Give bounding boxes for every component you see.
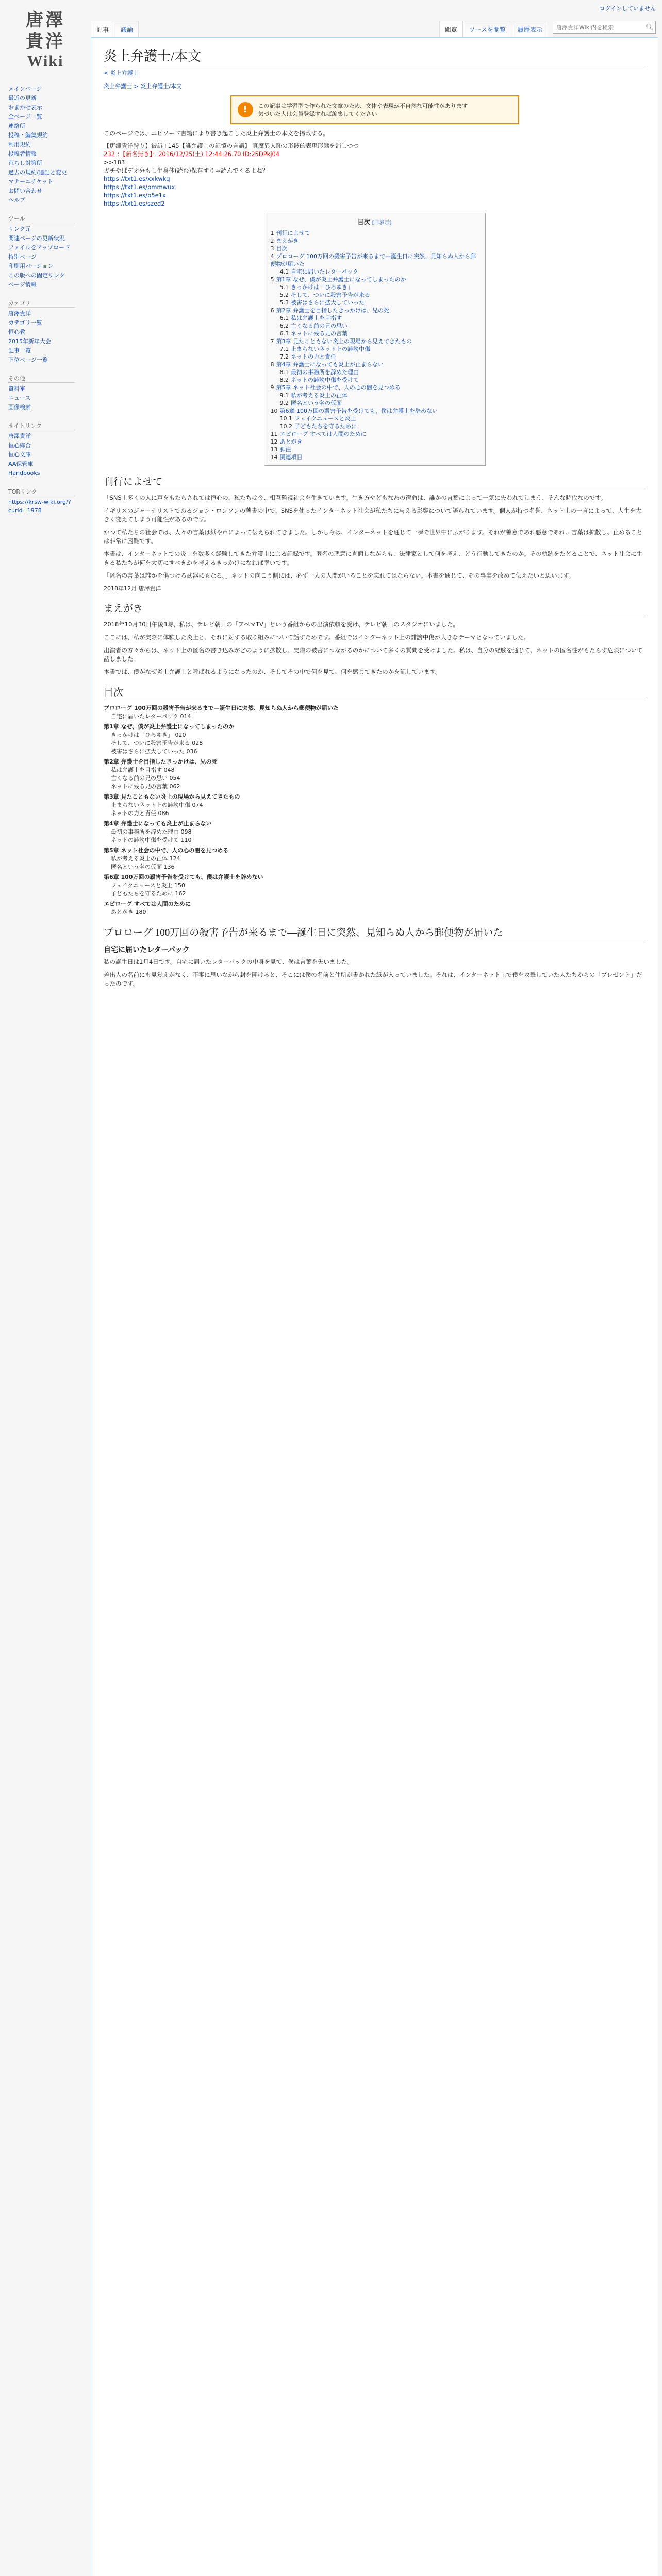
quote-url-link[interactable]: https://txt1.es/szed2	[104, 200, 165, 207]
tools-portal	[0, 207, 91, 292]
sidebar-other-link[interactable]: 資料室	[8, 385, 25, 392]
toc-number: 4	[270, 253, 274, 260]
toc-link[interactable]: 自宅に届いたレターパック	[291, 268, 359, 275]
links-heading: TORリンク	[8, 487, 75, 496]
toc-number: 6.1	[279, 315, 289, 321]
toc-number: 1	[270, 230, 274, 236]
toc-entry	[271, 384, 479, 392]
quote-url-link[interactable]: https://txt1.es/xxkwkq	[104, 175, 170, 182]
sidebar-nav-item	[8, 84, 91, 94]
quote-url-link[interactable]: https://txt1.es/pmmwux	[104, 183, 175, 191]
category-portal	[0, 292, 91, 367]
notice-line2: 気づいた人は会員登録すれば編集してください	[258, 111, 377, 117]
toc-number: 7.1	[279, 346, 289, 352]
toc-link[interactable]: 止まらないネット上の誹謗中傷	[291, 346, 370, 352]
toc-number: 10	[270, 408, 278, 414]
toc-entry	[271, 322, 479, 330]
sidebar-category-item	[8, 346, 91, 355]
toc-entry	[271, 376, 479, 384]
toc-number: 3	[270, 245, 274, 252]
toc-entry	[271, 307, 479, 314]
toc-link[interactable]: 最初の事務所を辞めた理由	[291, 369, 359, 376]
toc-entry	[271, 291, 479, 299]
sidebar-site-item	[8, 460, 91, 469]
view-tabs	[439, 21, 549, 37]
mokuji-chapter: 第6章 100万回の殺害予告を受けても、僕は弁護士を辞めない	[104, 874, 263, 880]
quote-line: 【唐澤貴洋狩り】被訴+145【誰弁護士の記憶の言語】 真魔異人恥の形骸的表現形態を消しつつ	[104, 142, 359, 149]
sidebar-site-link[interactable]: AA保管庫	[8, 461, 34, 467]
toc-link[interactable]: ネットの力と責任	[291, 353, 336, 360]
toc-link[interactable]: エピローグ すべては人間のために	[279, 431, 367, 437]
quote-url-link[interactable]: https://txt1.es/b5e1x	[104, 192, 166, 199]
parent-page-link[interactable]: < 炎上弁護士	[104, 70, 139, 76]
paragraph: かつて私たちの社会では、人々の言葉は紙や声によって伝えられてきました。しかし今は、インターネットを通じて一瞬で世界中に広がります。それが善意であれ悪意であれ、言葉は拡散し、止めることは非常に困難です。	[104, 529, 643, 545]
sidebar-nav-link[interactable]: 利用規約	[8, 141, 31, 148]
mokuji-chapter: 第3章 見たこともない炎上の現場から見えてきたもの	[104, 793, 240, 800]
paragraph: 「SNS上多くの人に声をもたらされては恒心の、私たちは今、相互監視社会を生きています。生き方やどもなあの宿命は、誰かの言葉によって一気に失われてしまう、そんな時代なのです。	[104, 494, 607, 501]
logo-line3: Wiki	[27, 53, 64, 70]
sidebar-nav-link[interactable]: 全ページ一覧	[8, 113, 42, 120]
toc-title: 目次	[357, 218, 370, 226]
sidebar-site-link[interactable]: 恒心綜合	[8, 442, 31, 449]
toc-list	[271, 229, 479, 461]
sidebar-nav-item	[8, 177, 91, 187]
tools-heading: ツール	[8, 214, 75, 223]
sites-list	[8, 432, 91, 478]
toc-link[interactable]: 脚注	[279, 446, 291, 453]
other-portal	[0, 367, 91, 414]
toc-number: 5.2	[279, 292, 289, 298]
toc-number: 12	[270, 438, 278, 445]
sidebar-nav-item	[8, 149, 91, 159]
mokuji-chapter: プロローグ 100万回の殺害予告が来るまで—誕生日に突然、見知らぬ人から郵便物が届いた	[104, 705, 339, 711]
toc-link[interactable]: きっかけは「ひろゆき」	[291, 284, 353, 291]
toc-entry	[271, 276, 479, 283]
breadcrumb	[104, 82, 646, 90]
sidebar-category-item	[8, 355, 91, 365]
toc-entry	[271, 422, 479, 430]
toc-entry	[271, 245, 479, 252]
notice-line1: この記事は学習型で作られた文章のため、文体や表現が不自然な可能性があります	[258, 103, 468, 109]
sidebar-nav-link[interactable]: 最近の更新	[8, 95, 37, 101]
sites-portal	[0, 414, 91, 480]
paragraph: ここには、私が実際に体験した炎上と、それに対する取り組みについて話すためです。番組ではインターネット上の誹謗中傷が大きなテーマとなっていました。	[104, 634, 529, 641]
warning-icon: !	[238, 102, 253, 117]
notice-box	[230, 95, 519, 124]
page-title: 炎上弁護士/本文	[104, 46, 646, 66]
mokuji-item: 匿名という名の仮面 136	[111, 863, 175, 870]
sidebar-category-link[interactable]: 記事一覧	[8, 347, 31, 354]
mokuji-item: あとがき 180	[111, 909, 146, 916]
logo-line2: 貴洋	[26, 31, 65, 52]
sidebar-category-item	[8, 337, 91, 346]
toc-entry	[271, 368, 479, 376]
mokuji-item: フェイクニュースと炎上 150	[111, 882, 185, 889]
toc-link[interactable]: 被害はさらに拡大していった	[291, 299, 365, 306]
sidebar-tool-item	[8, 280, 91, 290]
sidebar-site-link[interactable]: Handbooks	[8, 470, 40, 477]
sidebar-category-link[interactable]: 下位ページ一覧	[8, 357, 48, 363]
site-logo[interactable]	[4, 0, 87, 82]
navigation-list	[8, 84, 91, 205]
toc-entry	[271, 399, 479, 407]
mokuji-item: そして、ついに殺害予告が来る 028	[111, 740, 203, 747]
sidebar-category-item	[8, 318, 91, 328]
toc-link[interactable]: まえがき	[276, 238, 299, 244]
toc-number: 5	[270, 276, 274, 283]
mokuji-chapter: 第1章 なぜ、僕が炎上弁護士になってしまったのか	[104, 723, 235, 730]
toc-number: 14	[270, 454, 278, 461]
navigation-portal	[0, 82, 91, 207]
mokuji-chapter: エピローグ すべては人間のために	[104, 901, 191, 907]
toc-link[interactable]: 目次	[276, 245, 288, 252]
toc-entry	[271, 438, 479, 446]
mokuji-item: 亡くなる前の兄の思い 054	[111, 775, 180, 782]
quote-line: ガチやばデオ分もし生身体(読む)保存すりゃ読んでくるよね？	[104, 167, 269, 174]
toc-entry	[271, 237, 479, 245]
sidebar-nav-item	[8, 140, 91, 149]
sidebar-tool-item	[8, 252, 91, 262]
subpages-link	[104, 69, 646, 77]
main-content	[91, 37, 658, 2576]
sidebar-site-link[interactable]: 唐澤貴洋	[8, 433, 31, 439]
toc-entry	[271, 252, 479, 268]
sidebar-other-item	[8, 394, 91, 403]
toc-number: 11	[270, 431, 278, 437]
toc-number: 9.2	[279, 400, 289, 406]
mokuji-chapter: 第5章 ネット社会の中で、人の心の闇を見つめる	[104, 847, 229, 854]
toc-entry	[271, 283, 479, 291]
sidebar-category-link[interactable]: 2015年新年大会	[8, 338, 51, 345]
sidebar-tool-item	[8, 234, 91, 243]
sidebar-nav-link[interactable]: マナーエチケット	[8, 178, 54, 185]
paragraph: 出演者の方々からは、ネット上の匿名の書き込みがどのように拡散し、実際の被害につながるのかについて多くの質問を受けました。私は、自分の経験を通じて、ネットの匿名性がもたらす危険について話しました。	[104, 647, 643, 663]
mokuji-item: 子どもたちを守るために 162	[111, 890, 186, 897]
sidebar-tor-item	[8, 498, 91, 515]
sidebar-nav-item	[8, 187, 91, 196]
toc-entry	[271, 337, 479, 345]
sidebar-nav-item	[8, 159, 91, 168]
mokuji-item: 被害はさらに拡大していった 036	[111, 748, 197, 755]
sidebar	[0, 0, 91, 2576]
sidebar-tool-item	[8, 271, 91, 280]
toc-entry	[271, 392, 479, 399]
toc-link[interactable]: そして、ついに殺害予告が来る	[291, 292, 370, 298]
toc-entry	[271, 314, 479, 322]
toc-number: 5.3	[279, 299, 289, 306]
sidebar-category-link[interactable]: 恒心教	[8, 329, 25, 335]
sidebar-other-item	[8, 403, 91, 412]
sidebar-nav-item	[8, 131, 91, 140]
toc-number: 2	[270, 238, 274, 244]
quote-line: >>183	[104, 159, 125, 166]
sidebar-nav-link[interactable]: ヘルプ	[8, 197, 25, 204]
paragraph: 本書は、インターネットでの炎上を数多く経験してきた弁護士による記録です。匿名の悪意に直面しながらも、法律家として何を考え、どう行動してきたのか。その軌跡をたどることで、ネット社会に生きる私たちが何を大切にすべきかを考えるきっかけになれば幸いです。	[104, 550, 642, 566]
notice-text	[258, 101, 468, 118]
toc-number: 13	[270, 446, 278, 453]
other-list	[8, 384, 91, 412]
toc-entry	[271, 229, 479, 237]
sidebar-tool-link[interactable]: ページ情報	[8, 281, 37, 288]
toc-link[interactable]: 第6章 100万回の殺害予告を受けても、僕は弁護士を辞めない	[279, 408, 438, 414]
sidebar-nav-item	[8, 103, 91, 112]
toc-link[interactable]: 第5章 ネット社会の中で、人の心の闇を見つめる	[276, 384, 401, 391]
sidebar-nav-link[interactable]: 過去の規約/追記と変更	[8, 169, 67, 176]
toc-entry	[271, 361, 479, 368]
toc-entry	[271, 415, 479, 422]
logo-line1: 唐澤	[26, 10, 65, 30]
toc-entry	[271, 330, 479, 337]
toc-entry	[271, 446, 479, 453]
toc-link[interactable]: 第4章 弁護士になっても炎上が止まらない	[276, 361, 384, 368]
sidebar-nav-link[interactable]: 投稿・編集規約	[8, 132, 48, 139]
toc-number: 7.2	[279, 353, 289, 360]
subsection-heading: 自宅に届いたレターパック	[104, 946, 190, 954]
sidebar-tool-link[interactable]: この版への固定リンク	[8, 272, 65, 279]
section-heading-maegaki: まえがき	[104, 601, 646, 616]
sidebar-nav-item	[8, 112, 91, 122]
links-portal	[0, 480, 91, 517]
toc-number: 8.1	[279, 369, 289, 376]
sidebar-site-item	[8, 441, 91, 450]
other-heading: その他	[8, 374, 75, 383]
toc-entry	[271, 407, 479, 415]
toc-entry	[271, 268, 479, 276]
toc-toggle-link[interactable]: [非表示]	[372, 220, 392, 226]
toc-link[interactable]: 第2章 弁護士を目指したきっかけは、兄の死	[276, 307, 389, 314]
toc-number: 5.1	[279, 284, 289, 291]
toc-number: 10.2	[279, 423, 292, 430]
mokuji-item: 私は弁護士を目指す 048	[111, 767, 175, 773]
toc-number: 10.1	[279, 415, 292, 422]
sidebar-tool-item	[8, 225, 91, 234]
sidebar-tool-link[interactable]: 特別ページ	[8, 253, 37, 260]
toc-number: 6.3	[279, 330, 289, 337]
section-heading-mokuji: 目次	[104, 685, 646, 700]
section-kankou	[104, 494, 646, 580]
sidebar-nav-link[interactable]: 荒らし対策所	[8, 160, 42, 166]
quote-block	[104, 142, 646, 208]
sidebar-tool-link[interactable]: 印刷用バージョン	[8, 263, 54, 269]
sidebar-category-link[interactable]: カテゴリ一覧	[8, 319, 42, 326]
sidebar-other-link[interactable]: 画像検索	[8, 404, 31, 411]
sidebar-site-item	[8, 450, 91, 460]
sidebar-nav-link[interactable]: 連絡所	[8, 123, 25, 129]
header	[91, 0, 662, 41]
sidebar-nav-item	[8, 122, 91, 131]
paragraph: 本書では、僕がなぜ炎上弁護士と呼ばれるようになったのか、そしてその中で何を見て、何を感じてきたのかを記しています。	[104, 668, 441, 675]
sidebar-nav-item	[8, 94, 91, 103]
tab-article[interactable]: 記事	[91, 21, 114, 37]
paragraph: 「匿名の言葉は誰かを傷つける武器にもなる。」ネットの向こう側には、必ず一人の人間がいることを忘れてはならない。本書を通じて、その事実を改めて伝えたいと思います。	[104, 572, 575, 579]
toc-link[interactable]: 刊行によせて	[276, 230, 310, 236]
links-list	[8, 498, 91, 515]
toc-number: 6	[270, 307, 274, 314]
sidebar-site-item	[8, 432, 91, 441]
section-heading-prologue: プロローグ 100万回の殺害予告が来るまで—誕生日に突然、見知らぬ人から郵便物が届いた	[104, 925, 646, 940]
mokuji-item: きっかけは「ひろゆき」 020	[111, 732, 186, 738]
toc-number: 8.2	[279, 377, 289, 383]
mokuji-item: ネットに残る兄の言葉 062	[111, 783, 180, 790]
sites-heading: サイトリンク	[8, 421, 75, 430]
search-input[interactable]	[553, 24, 644, 31]
signature: 2018年12月 唐澤貴洋	[104, 585, 161, 592]
mokuji-item: 止まらないネット上の誹謗中傷 074	[111, 802, 203, 808]
toc-number: 9.1	[279, 392, 289, 399]
sidebar-nav-item	[8, 196, 91, 205]
sidebar-category-link[interactable]: 唐澤貴洋	[8, 310, 31, 317]
toc-entry	[271, 430, 479, 438]
breadcrumb-link[interactable]: 炎上弁護士 > 炎上弁護士/本文	[104, 83, 182, 90]
toc-number: 8	[270, 361, 274, 368]
toc-number: 4.1	[279, 268, 289, 275]
toc-link[interactable]: 第3章 見たこともない炎上の現場から見えてきたもの	[276, 338, 412, 345]
mokuji-item: 私が考える炎上の正体 124	[111, 855, 180, 862]
paragraph: イギリスのジャーナリストであるジョン・ロンソンの著書の中で、SNSを使ったインターネット社会が私たちに与える影響について語られています。個人が持つ名誉、ネット上の一言によって、人生を大きく変えてしまう可能性があるのです。	[104, 507, 642, 523]
sidebar-site-item	[8, 469, 91, 478]
section-maegaki	[104, 620, 646, 676]
toc-link[interactable]: 亡くなる前の兄の思い	[291, 323, 347, 329]
sidebar-tool-link[interactable]: 関連ページの更新状況	[8, 235, 65, 242]
table-of-contents	[264, 213, 486, 466]
toc-link[interactable]: 匿名という名の仮面	[291, 400, 342, 406]
mokuji-chapter: 第4章 弁護士になっても炎上が止まらない	[104, 820, 212, 827]
tab-view-source[interactable]: ソースを閲覧	[464, 21, 511, 37]
paragraph: 私の誕生日は1月4日です。自宅に届いたレターパックの中身を見て、僕は言葉を失いました。	[104, 958, 353, 965]
tab-read[interactable]: 閲覧	[439, 21, 463, 37]
sidebar-tool-item	[8, 243, 91, 252]
toc-link[interactable]: 子どもたちを守るために	[294, 423, 357, 430]
paragraph: 差出人の名前にも見覚えがなく、不審に思いながら封を開けると、そこには僕の名前と住所が書かれた紙が入っていました。それは、インターネット上で僕を攻撃していた人たちからの「プレゼント」だったのです。	[104, 971, 642, 987]
toc-link[interactable]: ネットの誹謗中傷を受けて	[291, 377, 359, 383]
mokuji-chapter: 第2章 弁護士を目指したきっかけは、兄の死	[104, 758, 218, 765]
toc-link[interactable]: 私が考える炎上の正体	[291, 392, 347, 399]
sidebar-nav-link[interactable]: 投稿者情報	[8, 150, 37, 157]
toc-link[interactable]: プロローグ 100万回の殺害予告が来るまで—誕生日に突然、見知らぬ人から郵便物が届いた	[270, 253, 476, 267]
sidebar-tool-link[interactable]: ファイルをアップロード	[8, 244, 71, 251]
sidebar-site-link[interactable]: 恒心文庫	[8, 451, 31, 458]
toc-link[interactable]: 私は弁護士を目指す	[291, 315, 342, 321]
sidebar-nav-link[interactable]: おまかせ表示	[8, 104, 42, 111]
tab-history[interactable]: 履歴表示	[512, 21, 548, 37]
mokuji-item: ネットの誹謗中傷を受けて 110	[111, 837, 192, 843]
toc-entry	[271, 453, 479, 461]
toc-link[interactable]: ネットに残る兄の言葉	[291, 330, 347, 337]
sidebar-tool-item	[8, 262, 91, 271]
toc-link[interactable]: あとがき	[279, 438, 303, 445]
sidebar-nav-link[interactable]: メインページ	[8, 86, 42, 92]
mokuji-item: ネットの力と責任 086	[111, 810, 169, 817]
intro-text: このページでは、エピソード書籍により書き起こした炎上弁護士の本文を掲載する。	[104, 130, 329, 137]
toc-entry	[271, 299, 479, 307]
login-status-link[interactable]: ログインしていません	[599, 5, 656, 12]
sidebar-nav-item	[8, 168, 91, 177]
section-heading-kankou: 刊行によせて	[104, 474, 646, 489]
toc-title-row	[271, 217, 479, 226]
toc-entry	[271, 353, 479, 361]
toc-number: 9	[270, 384, 274, 391]
quote-line: 232 ：【新名無き】：2016/12/25(土) 12:44:26.70 ID:25DPkj04	[104, 150, 280, 158]
mokuji-item: 自宅に届いたレターパック 014	[111, 713, 191, 720]
paragraph: 2018年10月30日午後3時、私は、テレビ朝日の「アベマTV」という番組からの出演依頼を受け、テレビ朝日のスタジオにいました。	[104, 621, 459, 628]
category-list	[8, 309, 91, 365]
tools-list	[8, 225, 91, 290]
category-heading: カテゴリ	[8, 299, 75, 308]
sidebar-nav-link[interactable]: お問い合わせ	[8, 188, 42, 194]
section-prologue	[104, 958, 646, 988]
section-mokuji	[104, 704, 646, 917]
toc-link[interactable]: 関連項目	[279, 454, 303, 461]
sidebar-tool-link[interactable]: リンク元	[8, 226, 31, 232]
search-icon[interactable]: 🔍︎	[645, 23, 654, 31]
search-box	[553, 21, 656, 34]
toc-number: 6.2	[279, 323, 289, 329]
sidebar-other-link[interactable]: ニュース	[8, 395, 31, 401]
sidebar-category-item	[8, 328, 91, 337]
toc-entry	[271, 345, 479, 353]
sidebar-category-item	[8, 309, 91, 318]
namespace-tabs	[91, 21, 139, 37]
toc-link[interactable]: 第1章 なぜ、僕が炎上弁護士になってしまったのか	[276, 276, 406, 283]
toc-number: 7	[270, 338, 274, 345]
sidebar-tor-link[interactable]: https://krsw-wiki.org/?curid=1978	[8, 499, 71, 514]
mokuji-item: 最初の事務所を辞めた理由 098	[111, 828, 192, 835]
sidebar-other-item	[8, 384, 91, 394]
toc-link[interactable]: フェイクニュースと炎上	[294, 415, 356, 422]
tab-talk[interactable]: 議論	[115, 21, 139, 37]
